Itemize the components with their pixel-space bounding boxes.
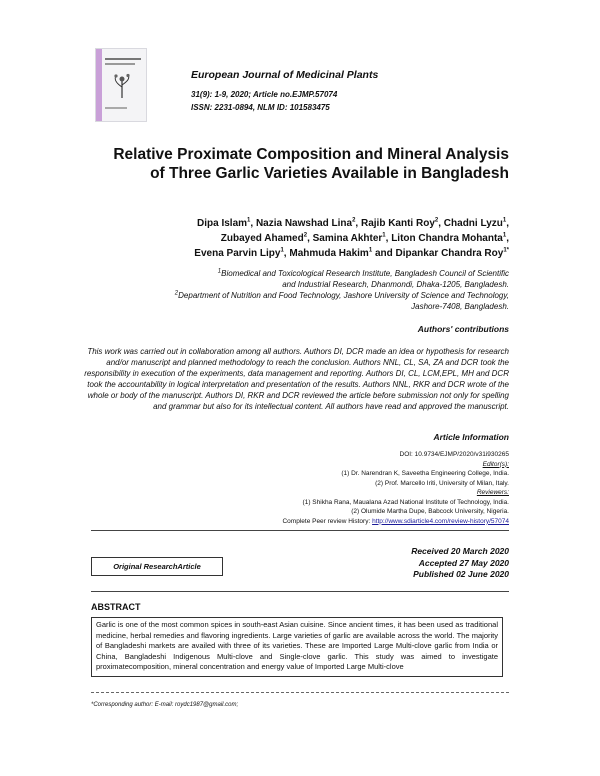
footnote-divider bbox=[91, 692, 509, 693]
author-name: Chadni Lyzu bbox=[443, 218, 503, 229]
author-name: Dipa Islam bbox=[197, 218, 248, 229]
editor-2: (2) Prof. Marcello Iriti, University of Milan, Italy. bbox=[375, 479, 509, 487]
paper-title: Relative Proximate Composition and Mineral Analysis of Three Garlic Varieties Available in Bangladesh bbox=[113, 146, 509, 182]
contributions-heading: Authors' contributions bbox=[417, 324, 509, 334]
author-name: Samina Akhter bbox=[312, 233, 383, 244]
published-date: Published 02 June 2020 bbox=[413, 569, 509, 579]
abstract-heading: ABSTRACT bbox=[91, 602, 141, 612]
review-history-link[interactable]: http://www.sdiarticle4.com/review-history/57074 bbox=[372, 517, 509, 525]
editor-1: (1) Dr. Narendran K, Saveetha Engineering College, India. bbox=[341, 470, 509, 477]
corresponding-author: *Corresponding author: E-mail: roydc1987@gmail.com; bbox=[91, 702, 239, 708]
accepted-date: Accepted 27 May 2020 bbox=[418, 557, 509, 568]
journal-name: European Journal of Medicinal Plants bbox=[191, 69, 379, 81]
doi: DOI: 10.9734/EJMP/2020/v31i930265 bbox=[399, 451, 509, 458]
author-name: Liton Chandra Mohanta bbox=[391, 233, 503, 244]
author-name: Zubayed Ahamed bbox=[220, 233, 304, 244]
publication-dates bbox=[411, 546, 509, 581]
author-name: Mahmuda Hakim bbox=[289, 248, 369, 259]
journal-issn: ISSN: 2231-0894, NLM ID: 101583475 bbox=[191, 103, 330, 112]
author-name: Nazia Nawshad Lina bbox=[255, 218, 353, 229]
reviewer-2: (2) Olumide Martha Dupe, Babcock University, Nigeria. bbox=[351, 508, 509, 515]
divider bbox=[91, 530, 509, 531]
affiliation-1-line2: and Industrial Research, Dhanmondi, Dhaka-1205, Bangladesh. bbox=[282, 280, 509, 289]
article-info-heading: Article Information bbox=[433, 432, 509, 442]
review-history-label: Complete Peer review History: bbox=[282, 517, 371, 525]
author-name: Rajib Kanti Roy bbox=[360, 218, 435, 229]
author-list: Dipa Islam$^1$, Nazia Nawshad Lina$^2$, Rajib Kanti Roy$^2$, Chadni Lyzu$^1$, Zubayed Ahamed$^2$, Samina Akhter$^1$, Liton Chandra Mohanta$^1$, Evena Parvin Lipy$^1$, Mahmuda Hakim$^1$ and Dipankar Chandra Roy$^{1*}$ bbox=[194, 217, 509, 259]
contributions-text: This work was carried out in collaboration among all authors. Authors DI, DCR made an idea or hypothesis for research and/or manuscript and planned methodology to reach the conclusion. Authors NNL, CL, SA, ZA and DCR took the responsibility in execution of the experiments, data management and reporting. Authors DI, CL, LCM,EPL, MH and DCR took the accountability in logical interpretation and presentation of the results. Authors NNL, RKR and DCR wrote of the whole or body of the manuscript. Authors DI, RKR and DCR reviewed the article before submission not only for spelling and grammar but also for its intellectual content. All authors have read and approved the manuscript. bbox=[84, 347, 509, 411]
affiliation-2-line2: Jashore-7408, Bangladesh. bbox=[411, 302, 509, 311]
affiliation-2-line1: Department of Nutrition and Food Technology, Jashore University of Science and Technology, bbox=[178, 291, 509, 300]
journal-issue: 31(9): 1-9, 2020; Article no.EJMP.57074 bbox=[191, 90, 338, 99]
reviewers-label: Reviewers: bbox=[476, 489, 509, 496]
editors-label: Editor(s): bbox=[482, 460, 509, 468]
article-info bbox=[109, 450, 509, 526]
affiliations: $^1$Biomedical and Toxicological Research Institute, Bangladesh Council of Scientific and Industrial Research, Dhanmondi, Dhaka-1205, Bangladesh. $^2$Department of Nutrition and Food Technology, Jashore University of Science and Technology, Jashore-7408, Bangladesh. bbox=[89, 268, 509, 312]
author-name: Dipankar Chandra Roy bbox=[395, 248, 504, 259]
received-date: Received 20 March 2020 bbox=[411, 546, 509, 556]
affiliation-1-line1: Biomedical and Toxicological Research Institute, Bangladesh Council of Scientific bbox=[221, 269, 509, 278]
author-name: Evena Parvin Lipy bbox=[194, 248, 281, 259]
reviewer-1: (1) Shikha Rana, Maualana Azad National Institute of Technology, India. bbox=[302, 498, 509, 506]
article-type-box: Original ResearchArticle bbox=[91, 557, 223, 576]
journal-cover-image bbox=[95, 48, 147, 122]
abstract-text: Garlic is one of the most common spices in south-east Asian cuisine. Since ancient times, it has been used as traditional medicine, herbal remedies and flavoring ingredients. Large varieties of garlic are available across the world. The majority of Bangladeshi markets are availed with three of its varieties. These are Imported Large Multi-clove garlic from India or China, Bangladeshi Indigenous Multi-clove and Single-clove garlic. This study was aimed to investigate proximatecomposition, mineral concentration and energy value of Imported Large Multi-clove bbox=[91, 617, 503, 677]
divider bbox=[91, 591, 509, 592]
plant-icon bbox=[110, 73, 134, 99]
